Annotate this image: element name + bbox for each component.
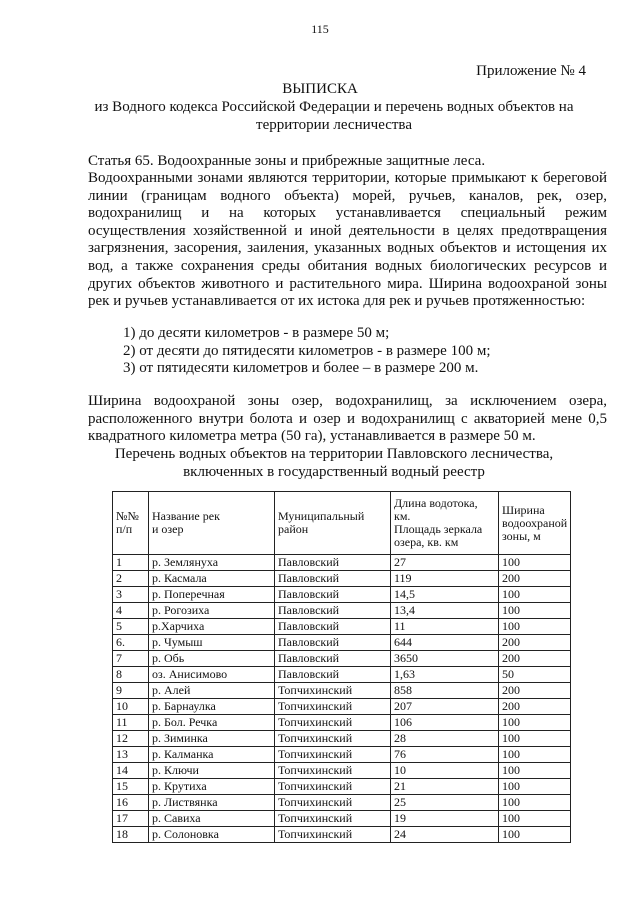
cell-zone-width: 100 <box>499 587 571 603</box>
cell-zone-width: 200 <box>499 683 571 699</box>
cell-length: 1,63 <box>391 667 499 683</box>
header-length: Длина водотока, км. Площадь зеркала озера, кв. км <box>391 492 499 555</box>
cell-zone-width: 200 <box>499 651 571 667</box>
cell-district: Павловский <box>275 619 391 635</box>
cell-number: 9 <box>113 683 149 699</box>
cell-number: 13 <box>113 747 149 763</box>
cell-district: Топчихинский <box>275 683 391 699</box>
cell-district: Топчихинский <box>275 763 391 779</box>
table-row <box>113 747 571 763</box>
cell-zone-width: 100 <box>499 779 571 795</box>
table-row <box>113 683 571 699</box>
cell-number: 8 <box>113 667 149 683</box>
cell-length: 25 <box>391 795 499 811</box>
paragraph-text: Водоохранными зонами являются территории, которые примыкают к береговой линии (границам водного объекта) морей, ручьев, каналов, рек, озер, водохранилищ и на которых устанавливается специальный режим осуществления хозяйственной и иной деятельности в целях предотвращения загрязнения, засорения, заиления, указанных водных объектов и истощения их вод, а также сохранения среды обитания водных биологических ресурсов и других объектов животного и растительного мира. Ширина водоохраной зоны рек и ручьев устанавливается от их истока для рек и ручьев протяженностью: <box>88 170 607 310</box>
table-row <box>113 587 571 603</box>
cell-length: 11 <box>391 619 499 635</box>
cell-district: Топчихинский <box>275 715 391 731</box>
cell-zone-width: 100 <box>499 731 571 747</box>
cell-name: р. Савиха <box>149 811 275 827</box>
table-row <box>113 603 571 619</box>
water-objects-table <box>112 491 571 843</box>
cell-name: р. Рогозиха <box>149 603 275 619</box>
cell-district: Топчихинский <box>275 779 391 795</box>
table-row <box>113 635 571 651</box>
cell-length: 119 <box>391 571 499 587</box>
cell-zone-width: 200 <box>499 635 571 651</box>
cell-name: р. Бол. Речка <box>149 715 275 731</box>
table-row <box>113 827 571 843</box>
list-item: 3) от пятидесяти километров и более – в размере 200 м. <box>123 360 479 377</box>
header-district: Муниципальный район <box>275 492 391 555</box>
width-rules-list <box>123 325 491 378</box>
cell-number: 1 <box>113 555 149 571</box>
cell-district: Топчихинский <box>275 699 391 715</box>
cell-district: Павловский <box>275 603 391 619</box>
table-row <box>113 811 571 827</box>
cell-district: Топчихинский <box>275 811 391 827</box>
cell-number: 14 <box>113 763 149 779</box>
cell-length: 19 <box>391 811 499 827</box>
page-number: 115 <box>311 22 329 36</box>
cell-length: 858 <box>391 683 499 699</box>
cell-length: 76 <box>391 747 499 763</box>
cell-number: 2 <box>113 571 149 587</box>
cell-name: р. Крутиха <box>149 779 275 795</box>
cell-length: 106 <box>391 715 499 731</box>
table-title-line: включенных в государственный водный реестр <box>183 464 485 480</box>
cell-district: Павловский <box>275 651 391 667</box>
header-name: Название рек и озер <box>149 492 275 555</box>
table-row <box>113 555 571 571</box>
cell-name: р. Обь <box>149 651 275 667</box>
cell-name: р. Поперечная <box>149 587 275 603</box>
cell-district: Павловский <box>275 555 391 571</box>
cell-number: 16 <box>113 795 149 811</box>
cell-number: 17 <box>113 811 149 827</box>
header-number: №№ п/п <box>113 492 149 555</box>
cell-number: 10 <box>113 699 149 715</box>
cell-name: р. Чумыш <box>149 635 275 651</box>
cell-name: р. Листвянка <box>149 795 275 811</box>
cell-district: Павловский <box>275 571 391 587</box>
cell-zone-width: 100 <box>499 811 571 827</box>
cell-number: 3 <box>113 587 149 603</box>
cell-district: Топчихинский <box>275 795 391 811</box>
cell-name: р. Касмала <box>149 571 275 587</box>
cell-length: 14,5 <box>391 587 499 603</box>
list-item: 2) от десяти до пятидесяти километров - в размере 100 м; <box>123 342 491 359</box>
paragraph-1 <box>88 170 607 311</box>
table-title <box>60 445 608 481</box>
table-row <box>113 795 571 811</box>
article-heading: Статья 65. Водоохранные зоны и прибрежные защитные леса. <box>88 153 486 169</box>
cell-zone-width: 100 <box>499 827 571 843</box>
table-row <box>113 731 571 747</box>
cell-length: 10 <box>391 763 499 779</box>
cell-district: Топчихинский <box>275 827 391 843</box>
subtitle-line: из Водного кодекса Российской Федерации и перечень водных объектов на <box>94 99 574 115</box>
cell-district: Павловский <box>275 635 391 651</box>
cell-zone-width: 200 <box>499 571 571 587</box>
cell-name: р. Алей <box>149 683 275 699</box>
cell-district: Павловский <box>275 587 391 603</box>
cell-zone-width: 100 <box>499 763 571 779</box>
document-title: ВЫПИСКА <box>282 81 358 97</box>
cell-district: Топчихинский <box>275 731 391 747</box>
cell-zone-width: 100 <box>499 555 571 571</box>
cell-name: р. Ключи <box>149 763 275 779</box>
cell-length: 28 <box>391 731 499 747</box>
cell-name: р. Зиминка <box>149 731 275 747</box>
cell-zone-width: 100 <box>499 715 571 731</box>
cell-name: р.Харчиха <box>149 619 275 635</box>
table-body <box>113 555 571 843</box>
table-row <box>113 619 571 635</box>
cell-district: Павловский <box>275 667 391 683</box>
cell-number: 7 <box>113 651 149 667</box>
table-row <box>113 715 571 731</box>
table-row <box>113 699 571 715</box>
table-row <box>113 779 571 795</box>
cell-number: 18 <box>113 827 149 843</box>
paragraph-text: Ширина водоохраной зоны озер, водохранилищ, за исключением озера, расположенного внутри болота и озер и водохранилищ с акваторией мене 0,5 квадратного километра метра (50 га), устанавливается в размере 50 м. <box>88 393 607 445</box>
cell-zone-width: 100 <box>499 747 571 763</box>
cell-length: 3650 <box>391 651 499 667</box>
cell-zone-width: 100 <box>499 603 571 619</box>
cell-length: 24 <box>391 827 499 843</box>
cell-name: р. Землянуха <box>149 555 275 571</box>
cell-number: 6. <box>113 635 149 651</box>
cell-number: 5 <box>113 619 149 635</box>
table-title-line: Перечень водных объектов на территории Павловского лесничества, <box>114 446 554 462</box>
header-zone-width: Ширина водоохраной зоны, м <box>499 492 571 555</box>
table-header-row <box>113 492 571 555</box>
table-row <box>113 763 571 779</box>
cell-zone-width: 50 <box>499 667 571 683</box>
cell-district: Топчихинский <box>275 747 391 763</box>
cell-number: 15 <box>113 779 149 795</box>
cell-name: р. Солоновка <box>149 827 275 843</box>
cell-number: 12 <box>113 731 149 747</box>
cell-number: 4 <box>113 603 149 619</box>
cell-length: 27 <box>391 555 499 571</box>
subtitle-line: территории лесничества <box>256 117 412 133</box>
table-row <box>113 651 571 667</box>
cell-name: р. Барнаулка <box>149 699 275 715</box>
cell-number: 11 <box>113 715 149 731</box>
document-subtitle <box>60 98 608 134</box>
cell-name: оз. Анисимово <box>149 667 275 683</box>
cell-zone-width: 200 <box>499 699 571 715</box>
cell-zone-width: 100 <box>499 619 571 635</box>
cell-length: 644 <box>391 635 499 651</box>
appendix-label: Приложение № 4 <box>476 63 586 79</box>
list-item: 1) до десяти километров - в размере 50 м; <box>123 325 390 341</box>
cell-name: р. Калманка <box>149 747 275 763</box>
cell-length: 13,4 <box>391 603 499 619</box>
cell-length: 21 <box>391 779 499 795</box>
table-row <box>113 571 571 587</box>
cell-zone-width: 100 <box>499 795 571 811</box>
cell-length: 207 <box>391 699 499 715</box>
table-row <box>113 667 571 683</box>
